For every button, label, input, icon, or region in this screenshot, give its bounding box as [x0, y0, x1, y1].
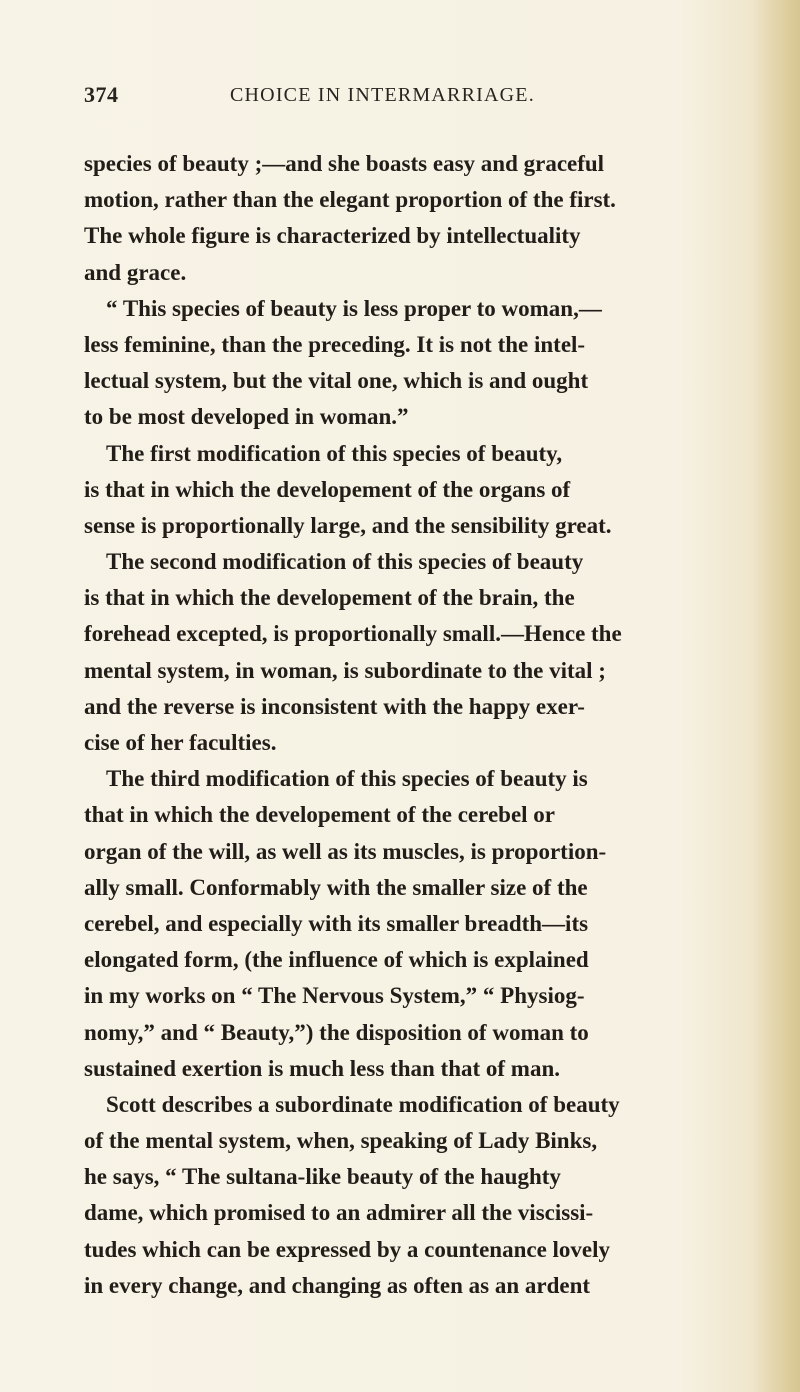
text-line: cerebel, and especially with its smaller breadth—its	[84, 910, 589, 936]
text-line: lectual system, but the vital one, which is and ought	[84, 368, 589, 394]
text-line: to be most developed in woman.”	[84, 404, 409, 430]
text-line: of the mental system, when, speaking of Lady Binks,	[84, 1128, 598, 1154]
text-line: in every change, and changing as often as an ardent	[84, 1272, 591, 1298]
text-line: organ of the will, as well as its muscles, is proportion-	[84, 838, 607, 864]
body-text	[84, 146, 790, 1304]
text-line: cise of her faculties.	[84, 730, 277, 755]
text-line: mental system, in woman, is subordinate to the vital ;	[84, 657, 606, 683]
text-line: in my works on “ The Nervous System,” “ Physiog-	[84, 983, 585, 1009]
text-line: is that in which the developement of the brain, the	[84, 585, 575, 611]
text-line: sense is proportionally large, and the sensibility great.	[84, 512, 612, 538]
text-line: that in which the developement of the cerebel or	[84, 802, 555, 828]
text-line: motion, rather than the elegant proportion of the first.	[84, 187, 616, 213]
text-line: The third modification of this species of beauty is	[106, 766, 588, 792]
page-header	[84, 82, 784, 118]
text-line: The second modification of this species of beauty	[106, 549, 584, 575]
text-line: The first modification of this species of beauty,	[106, 440, 563, 466]
text-line: he says, “ The sultana-like beauty of the haughty	[84, 1164, 561, 1190]
running-head: CHOICE IN INTERMARRIAGE.	[230, 84, 535, 106]
text-line: Scott describes a subordinate modification of beauty	[106, 1091, 620, 1117]
text-line: forehead excepted, is proportionally small.—Hence the	[84, 621, 622, 647]
text-line: ally small. Conformably with the smaller size of the	[84, 874, 588, 900]
page-number: 374	[84, 82, 119, 107]
text-line: less feminine, than the preceding. It is not the intel-	[84, 331, 586, 357]
text-line: dame, which promised to an admirer all the viscissi-	[84, 1200, 594, 1226]
text-line: sustained exertion is much less than that of man.	[84, 1055, 561, 1081]
text-line: tudes which can be expressed by a countenance lovely	[84, 1236, 611, 1262]
text-line: species of beauty ;—and she boasts easy and graceful	[84, 151, 605, 176]
text-line: and grace.	[84, 259, 187, 285]
text-line: elongated form, (the influence of which is explained	[84, 947, 589, 973]
text-line: The whole figure is characterized by intellectuality	[84, 223, 581, 249]
text-line: is that in which the developement of the organs of	[84, 476, 571, 502]
text-line: and the reverse is inconsistent with the happy exer-	[84, 693, 585, 719]
text-line: nomy,” and “ Beauty,”) the disposition of woman to	[84, 1019, 589, 1045]
text-line: “ This species of beauty is less proper to woman,—	[106, 295, 602, 321]
